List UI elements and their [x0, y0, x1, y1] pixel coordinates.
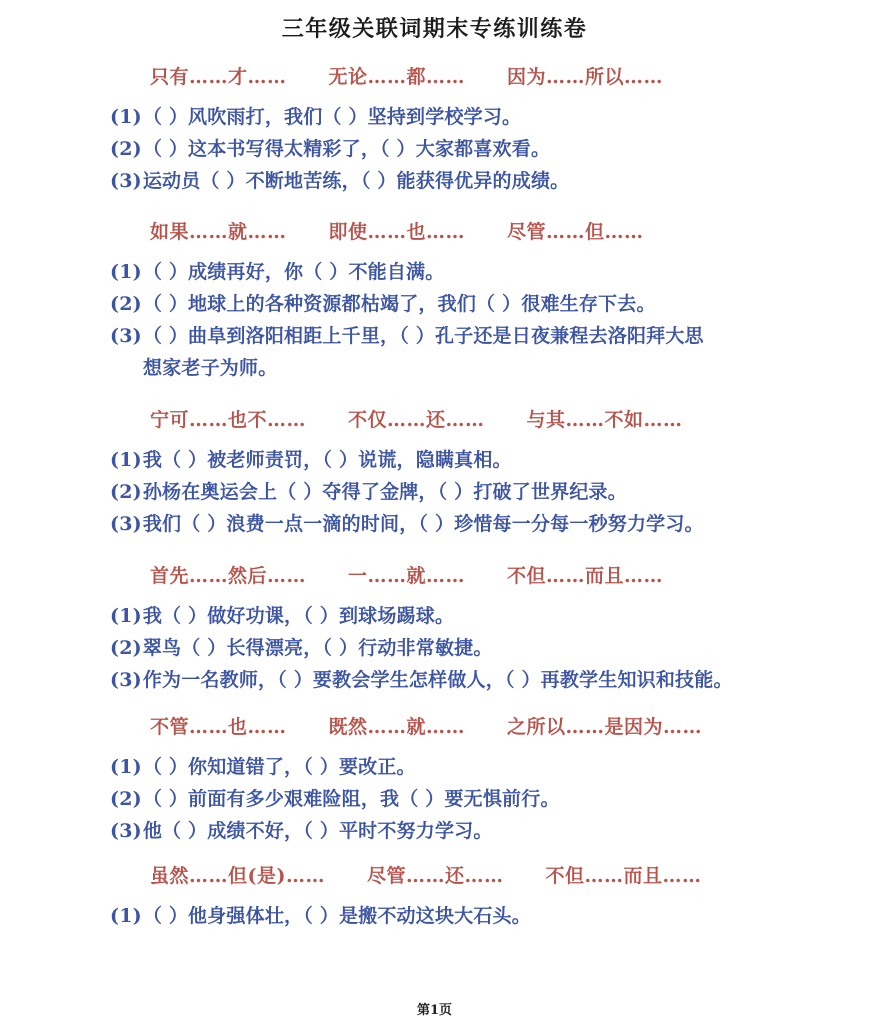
word-bank-cue: 与其……不如……	[526, 409, 683, 431]
question-text: （ ）风吹雨打，我们（ ）坚持到学校学习。	[142, 106, 522, 128]
question-list	[0, 600, 869, 696]
word-bank-cue: 不管……也……	[150, 716, 287, 738]
word-bank-cue: 即使……也……	[328, 221, 466, 243]
question-line	[0, 751, 869, 783]
question-text: 作为一名教师，（ ）要教会学生怎样做人，（ ）再教学生知识和技能。	[142, 669, 733, 691]
question-number: (1)	[110, 449, 142, 471]
question-line	[0, 632, 869, 664]
question-text: 运动员（ ）不断地苦练，（ ）能获得优异的成绩。	[142, 170, 570, 192]
question-number: (1)	[110, 605, 142, 627]
question-line	[0, 133, 869, 165]
word-bank-cue: 既然……就……	[328, 716, 466, 738]
question-number: (3)	[110, 820, 142, 842]
question-line	[0, 444, 869, 476]
question-number: (3)	[110, 325, 142, 347]
question-group	[0, 561, 869, 696]
question-number: (3)	[110, 669, 142, 691]
question-list	[0, 444, 869, 540]
question-list	[0, 900, 869, 932]
question-number: (2)	[110, 293, 142, 315]
word-bank-cue: 不仅……还……	[348, 409, 485, 431]
question-line	[0, 600, 869, 632]
question-group	[0, 861, 869, 932]
question-number: (2)	[110, 637, 142, 659]
question-line	[0, 476, 869, 508]
question-text: 我（ ）被老师责罚，（ ）说谎，隐瞒真相。	[142, 449, 512, 471]
question-number: (1)	[110, 756, 142, 778]
word-bank	[0, 217, 869, 247]
question-text: （ ）成绩再好，你（ ）不能自满。	[142, 261, 445, 283]
question-text: （ ）前面有多少艰难险阻，我（ ）要无惧前行。	[142, 788, 560, 810]
question-group	[0, 712, 869, 847]
question-text: 孙杨在奥运会上（ ）夺得了金牌，（ ）打破了世界纪录。	[142, 481, 627, 503]
question-text: 他（ ）成绩不好，（ ）平时不努力学习。	[142, 820, 493, 842]
question-text: 想家老子为师。	[143, 357, 278, 379]
question-group	[0, 405, 869, 540]
question-line	[0, 101, 869, 133]
word-bank	[0, 62, 869, 92]
page-title: 三年级关联词期末专练训练卷	[281, 16, 588, 42]
question-line	[0, 815, 869, 847]
word-bank-cue: 尽管……还……	[366, 865, 504, 887]
question-group	[0, 217, 869, 384]
word-bank	[0, 712, 869, 742]
question-text: 我（ ）做好功课，（ ）到球场踢球。	[142, 605, 455, 627]
question-text: （ ）他身强体壮，（ ）是搬不动这块大石头。	[142, 905, 531, 927]
question-list	[0, 751, 869, 847]
question-number: (1)	[110, 261, 142, 283]
word-bank-cue: 宁可……也不……	[150, 409, 307, 431]
question-line	[0, 783, 869, 815]
word-bank-cue: 因为……所以……	[507, 66, 664, 88]
question-continuation-line	[0, 352, 869, 384]
question-number: (2)	[110, 481, 142, 503]
question-number: (3)	[110, 513, 142, 535]
question-number: (3)	[110, 170, 142, 192]
question-text: （ ）这本书写得太精彩了，（ ）大家都喜欢看。	[142, 138, 551, 160]
question-text: 翠鸟（ ）长得漂亮，（ ）行动非常敏捷。	[142, 637, 493, 659]
word-bank-cue: 虽然……但(是)……	[150, 865, 325, 887]
question-text: 我们（ ）浪费一点一滴的时间，（ ）珍惜每一分每一秒努力学习。	[142, 513, 704, 535]
word-bank-cue: 尽管……但……	[507, 221, 644, 243]
word-bank-cue: 首先……然后……	[150, 565, 307, 587]
question-line	[0, 900, 869, 932]
question-text: （ ）曲阜到洛阳相距上千里，（ ）孔子还是日夜兼程去洛阳拜大思	[142, 325, 704, 347]
word-bank	[0, 861, 869, 891]
question-line	[0, 664, 869, 696]
question-number: (2)	[110, 788, 142, 810]
word-bank	[0, 561, 869, 591]
word-bank-cue: 如果……就……	[150, 221, 287, 243]
question-text: （ ）你知道错了，（ ）要改正。	[142, 756, 416, 778]
word-bank-cue: 之所以……是因为……	[507, 716, 703, 738]
page-footer: 第1页	[416, 1003, 453, 1018]
question-number: (1)	[110, 905, 142, 927]
worksheet-body	[0, 62, 869, 932]
word-bank	[0, 405, 869, 435]
question-line	[0, 256, 869, 288]
question-line	[0, 288, 869, 320]
question-line	[0, 165, 869, 197]
word-bank-cue: 无论……都……	[328, 66, 466, 88]
question-number: (1)	[110, 106, 142, 128]
question-group	[0, 62, 869, 197]
word-bank-cue: 只有……才……	[150, 66, 287, 88]
question-list	[0, 256, 869, 384]
word-bank-cue: 不但……而且……	[507, 565, 664, 587]
word-bank-cue: 一……就……	[348, 565, 466, 587]
question-line	[0, 508, 869, 540]
question-number: (2)	[110, 138, 142, 160]
question-list	[0, 101, 869, 197]
word-bank-cue: 不但……而且……	[545, 865, 702, 887]
question-text: （ ）地球上的各种资源都枯竭了，我们（ ）很难生存下去。	[142, 293, 656, 315]
question-line	[0, 320, 869, 352]
